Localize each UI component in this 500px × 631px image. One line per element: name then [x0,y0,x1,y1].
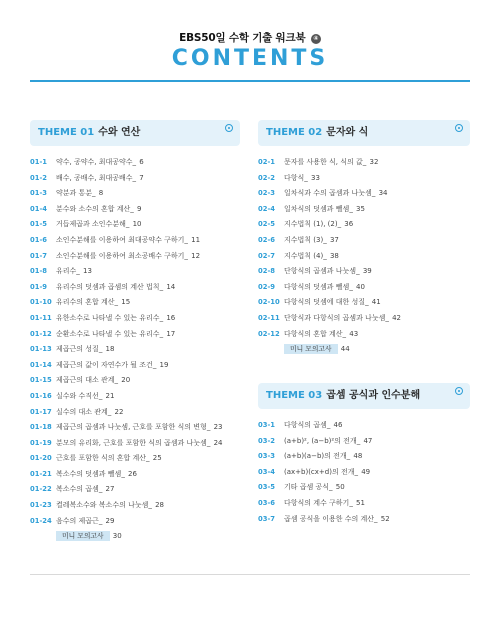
entry-number: 01-12 [30,329,52,338]
entry-separator: _ [98,485,103,494]
entry-separator: _ [206,423,211,432]
toc-entry[interactable] [258,264,470,280]
entry-separator: _ [184,235,188,244]
entry-title: 근호를 포함한 식의 혼합 계산 [56,454,147,463]
entry-separator: _ [148,501,152,510]
entry-title: 기타 곱셈 공식 [284,483,330,492]
entry-number: 01-24 [30,516,52,525]
entry-page: 20 [121,376,131,385]
entry-number: 01-13 [30,345,52,354]
entry-title: 지수법칙 (4) [284,251,324,260]
toc-entry[interactable] [30,373,245,389]
entry-separator: _ [92,189,96,198]
entry-separator: _ [114,298,119,307]
toc-entry[interactable] [30,405,245,421]
toc-entry[interactable] [30,186,245,202]
entry-page: 39 [362,267,372,276]
entry-page: 10 [132,220,142,229]
volume-badge: ④ [311,34,321,44]
toc-entry[interactable] [258,217,470,233]
entry-separator: _ [76,267,80,276]
toc-entry[interactable] [258,327,470,343]
entry-number: 01-17 [30,407,52,416]
entry-number: 01-6 [30,235,48,244]
entry-separator: _ [159,329,164,338]
entry-number: 01-22 [30,485,52,494]
toc-entry-mini-test[interactable] [258,342,470,358]
entry-page: 8 [98,189,104,198]
entry-page: 27 [105,485,115,494]
entry-separator: _ [365,298,369,307]
toc-entry[interactable] [30,233,245,249]
entry-number: 02-10 [258,298,280,307]
mini-test-badge: 미니 모의고사 [284,344,338,354]
entry-number: 03-3 [258,452,276,461]
theme-label: THEME 02 [266,127,323,138]
toc-entry[interactable] [30,498,245,514]
toc-entry[interactable] [258,155,470,171]
toc-entry[interactable] [30,482,245,498]
entry-number: 01-15 [30,376,52,385]
entry-title: 제곱근의 값이 자연수가 될 조건 [56,360,153,369]
entry-number: 02-2 [258,173,276,182]
toc-entry[interactable] [30,249,245,265]
entry-number: 01-1 [30,158,48,166]
entry-number: 01-23 [30,501,52,510]
entry-title: 문자를 사용한 식, 식의 값 [284,158,363,166]
toc-entry[interactable] [258,418,470,434]
entry-separator: _ [342,329,347,338]
toc-entry[interactable] [30,436,245,452]
entry-title: 음수의 제곱근 [56,516,99,525]
entry-separator: _ [356,267,360,276]
entry-number: 01-18 [30,423,52,432]
entry-title: 복소수의 덧셈과 뺄셈 [56,469,122,478]
entry-page: 15 [121,298,131,307]
theme-label: THEME 03 [266,390,323,401]
entry-number: 01-16 [30,391,52,400]
entry-page: 11 [191,235,201,244]
entry-page: 18 [105,345,115,354]
page-title: CONTENTS [171,46,329,71]
entry-number: 01-11 [30,313,52,322]
entry-number: 01-10 [30,298,52,307]
entry-separator: _ [304,173,308,182]
entry-separator: _ [152,360,157,369]
entry-title: 거듭제곱과 소인수분해 [56,220,126,229]
entry-title: 켤레복소수와 복소수의 나눗셈 [56,501,149,510]
entry-title: 유리수 [56,267,77,276]
toc-entry[interactable] [30,155,245,171]
entry-page: 12 [191,251,201,260]
theme-03-list [258,418,470,527]
entry-title: 분수와 소수의 혼합 계산 [56,204,131,213]
entry-title: (a+b)(a−b)의 전개 [284,452,347,461]
entry-page: 24 [213,438,223,447]
entry-number: 02-3 [258,189,276,198]
entry-title: (a+b)², (a−b)²의 전개 [284,436,357,445]
entry-number: 03-4 [258,467,276,476]
entry-number: 03-2 [258,436,276,445]
theme-01-list [30,155,245,545]
entry-separator: _ [374,514,378,523]
entry-title: 일차식과 수의 곱셈과 나눗셈 [284,189,372,198]
entry-page: 9 [137,204,142,213]
entry-title: 다항식의 계수 구하기 [284,498,350,507]
entry-page: 40 [356,282,365,291]
entry-page: 29 [105,516,115,525]
entry-separator: _ [146,454,150,463]
entry-page: 22 [114,407,124,416]
entry-number: 01-2 [30,173,48,182]
entry-number: 02-8 [258,267,276,276]
toc-entry[interactable] [30,327,245,343]
entry-separator: _ [159,282,164,291]
entry-page: 37 [329,235,339,244]
entry-title: 배수, 공배수, 최대공배수 [56,173,133,182]
entry-title: 유리수의 혼합 계산 [56,298,115,307]
entry-number: 01-19 [30,438,52,447]
entry-separator: _ [323,251,327,260]
entry-separator: _ [114,376,119,385]
entry-title: 다항식 [284,173,305,182]
entry-title: 유리수의 덧셈과 곱셈의 계산 법칙 [56,282,160,291]
entry-separator: _ [349,282,353,291]
entry-title: 복소수의 곱셈 [56,485,99,494]
entry-page: 51 [356,498,365,507]
entry-page: 50 [335,483,345,492]
entry-title: 순환소수로 나타낼 수 있는 유리수 [56,329,160,338]
entry-separator: _ [132,158,137,166]
entry-title: 곱셈 공식을 이용한 수의 계산 [284,514,375,523]
entry-number: 01-5 [30,220,48,229]
entry-title: 소인수분해를 이용하여 최대공약수 구하기 [56,235,185,244]
entry-page: 14 [166,282,176,291]
entry-title: 제곱근의 곱셈과 나눗셈, 근호를 포함한 식의 변형 [56,423,207,432]
entry-separator: _ [184,251,188,260]
toc-entry[interactable] [258,465,470,481]
entry-page: 19 [159,360,169,369]
entry-number: 01-7 [30,251,48,260]
series-name: EBS50일 수학 기출 워크북 [179,32,306,44]
entry-page: 52 [380,514,390,523]
entry-title: 약분과 통분 [56,189,93,198]
entry-number: 03-6 [258,498,276,507]
entry-separator: _ [159,313,164,322]
entry-number: 01-14 [30,360,52,369]
entry-title: (ax+b)(cx+d)의 전개 [284,467,355,476]
entry-title: 제곱근의 대소 관계 [56,376,115,385]
toc-entry[interactable] [258,295,470,311]
toc-entry[interactable] [258,449,470,465]
entry-title: 소인수분해를 이용하여 최소공배수 구하기 [56,251,185,260]
toc-entry[interactable] [30,467,245,483]
theme-02-header [258,120,470,146]
entry-title: 제곱근의 성질 [56,345,99,354]
entry-page: 21 [105,391,115,400]
entry-page: 35 [356,204,365,213]
entry-number: 01-3 [30,189,48,198]
entry-page: 41 [371,298,381,307]
toc-entry[interactable] [258,186,470,202]
entry-page: 17 [166,329,176,338]
entry-separator: _ [121,469,125,478]
circle-icon [225,124,233,132]
entry-page: 28 [155,501,165,510]
entry-title: 분모의 유리화, 근호를 포함한 식의 곱셈과 나눗셈 [56,438,207,447]
series-title [0,30,500,45]
entry-title: 단항식과 다항식의 곱셈과 나눗셈 [284,313,386,322]
entry-page: 43 [349,329,359,338]
theme-02-list [258,155,470,358]
entry-number: 02-4 [258,204,276,213]
entry-number: 02-5 [258,220,276,229]
entry-page: 46 [333,421,343,429]
entry-number: 03-5 [258,483,276,492]
entry-number: 02-1 [258,158,276,166]
entry-title: 유한소수로 나타낼 수 있는 유리수 [56,313,160,322]
entry-page: 34 [378,189,388,198]
entry-page: 38 [329,251,339,260]
toc-entry[interactable] [258,311,470,327]
entry-separator: _ [323,235,327,244]
entry-number: 01-20 [30,454,52,463]
entry-page: 48 [353,452,363,461]
entry-number: 02-6 [258,235,276,244]
entry-number: 02-9 [258,282,276,291]
entry-separator: _ [98,516,103,525]
theme-title: 곱셈 공식과 인수분해 [326,390,421,401]
toc-entry[interactable] [258,233,470,249]
entry-title: 다항식의 덧셈에 대한 성질 [284,298,366,307]
entry-separator: _ [356,436,361,445]
toc-entry[interactable] [258,480,470,496]
toc-entry[interactable] [30,217,245,233]
entry-title: 지수법칙 (3) [284,235,324,244]
toc-entry[interactable] [30,202,245,218]
theme-title: 문자와 식 [326,127,369,138]
entry-title: 다항식의 덧셈과 뺄셈 [284,282,350,291]
entry-number: 01-8 [30,267,48,276]
toc-entry[interactable] [30,295,245,311]
theme-title: 수와 연산 [98,127,141,138]
entry-separator: _ [98,391,103,400]
entry-page: 30 [112,532,122,541]
entry-number: 01-4 [30,204,48,213]
entry-title: 단항식의 곱셈과 나눗셈 [284,267,357,276]
entry-number: 01-9 [30,282,48,291]
entry-number: 02-12 [258,329,280,338]
entry-separator: _ [107,407,112,416]
toc-entry[interactable] [258,434,470,450]
entry-title: 일차식의 덧셈과 뺄셈 [284,204,350,213]
entry-number: 02-7 [258,251,276,260]
entry-separator: _ [337,220,342,229]
entry-title: 실수와 수직선 [56,391,99,400]
toc-entry[interactable] [30,280,245,296]
entry-separator: _ [329,483,333,492]
entry-number: 01-21 [30,469,52,478]
toc-entry[interactable] [258,496,470,512]
entry-title: 지수법칙 (1), (2) [284,220,338,229]
entry-separator: _ [385,313,389,322]
entry-page: 13 [83,267,92,276]
entry-page: 44 [340,345,350,354]
circle-icon [455,387,463,395]
entry-title: 약수, 공약수, 최대공약수 [56,158,133,166]
toc-entry[interactable] [258,249,470,265]
entry-separator: _ [326,421,331,429]
entry-separator: _ [98,345,103,354]
toc-entry[interactable] [30,389,245,405]
theme-label: THEME 01 [38,127,95,138]
toc-entry[interactable] [258,512,470,528]
toc-entry[interactable] [30,311,245,327]
mini-test-badge: 미니 모의고사 [56,531,110,541]
entry-page: 49 [361,467,371,476]
toc-entry[interactable] [30,451,245,467]
entry-separator: _ [130,204,134,213]
entry-page: 6 [139,158,144,166]
entry-page: 42 [392,313,401,322]
entry-separator: _ [349,204,353,213]
entry-title: 다항식의 혼합 계산 [284,329,343,338]
entry-separator: _ [125,220,130,229]
entry-separator: _ [362,158,367,166]
toc-entry[interactable] [258,280,470,296]
toc-entry[interactable] [30,342,245,358]
toc-entry[interactable] [30,171,245,187]
toc-entry[interactable] [258,171,470,187]
entry-separator: _ [132,173,137,182]
theme-03-header [258,383,470,409]
entry-page: 7 [139,173,144,182]
entry-separator: _ [349,498,353,507]
toc-entry[interactable] [258,202,470,218]
entry-page: 32 [369,158,379,166]
entry-number: 03-7 [258,514,276,523]
entry-separator: _ [346,452,351,461]
entry-number: 02-11 [258,313,280,322]
entry-separator: _ [206,438,211,447]
entry-separator: _ [371,189,376,198]
toc-entry[interactable] [30,514,245,530]
entry-page: 26 [128,469,137,478]
circle-icon [455,124,463,132]
entry-page: 25 [152,454,162,463]
entry-separator: _ [354,467,358,476]
entry-page: 36 [344,220,354,229]
bottom-divider [30,574,470,575]
entry-page: 47 [363,436,373,445]
top-divider [30,80,470,82]
entry-page: 33 [311,173,320,182]
theme-01-header [30,120,240,146]
toc-entry[interactable] [30,264,245,280]
toc-entry-mini-test[interactable] [30,529,245,545]
entry-title: 실수의 대소 관계 [56,407,108,416]
toc-entry[interactable] [30,358,245,374]
entry-title: 다항식의 곱셈 [284,421,327,429]
entry-number: 03-1 [258,421,276,429]
entry-page: 23 [213,423,223,432]
entry-page: 16 [166,313,176,322]
toc-entry[interactable] [30,420,245,436]
